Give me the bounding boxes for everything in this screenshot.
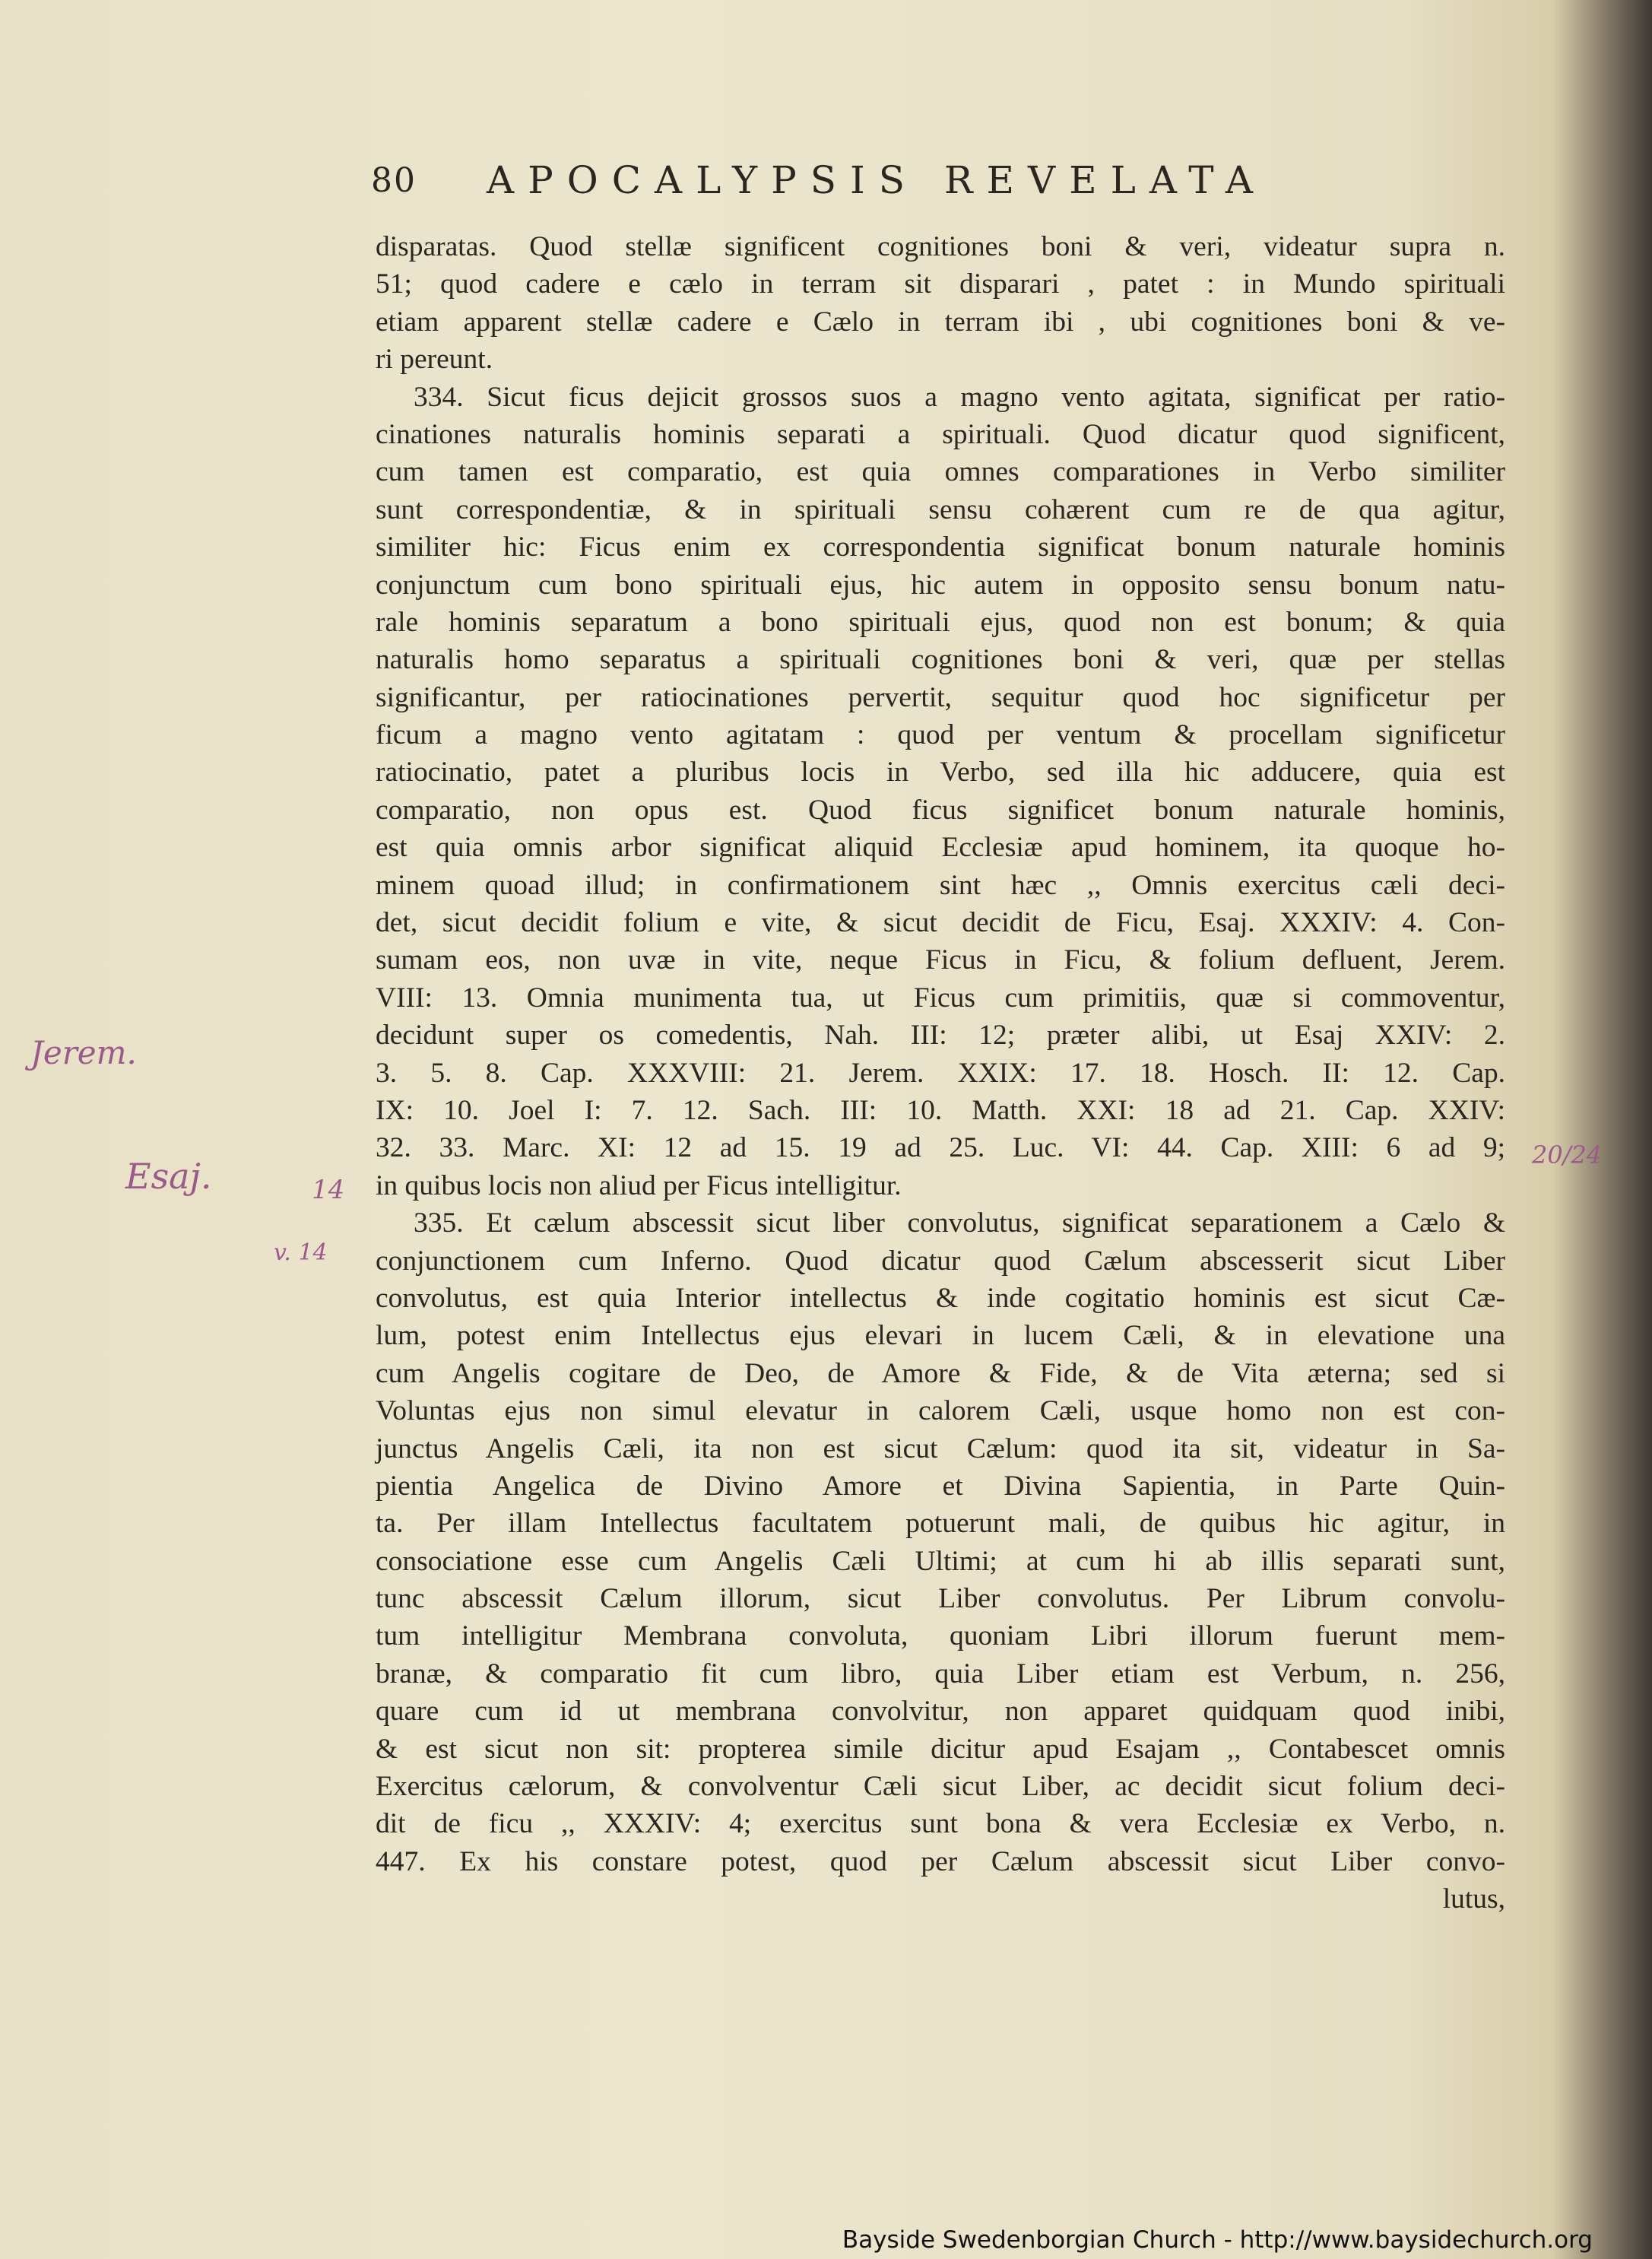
text-line: sumam eos, non uvæ in vite, neque Ficus in Ficu, & folium defluent, Jerem.: [376, 944, 1505, 976]
text-line: Exercitus cælorum, & convolventur Cæli sicut Liber, ac decidit sicut folium deci-: [376, 1771, 1505, 1803]
text-line: sunt correspondentiæ, & in spirituali sensu cohærent cum re de qua agitur,: [376, 493, 1505, 525]
text-line: ri pereunt.: [376, 344, 493, 376]
text-line: ta. Per illam Intellectus facultatem potuerunt mali, de quibus hic agitur, in: [376, 1508, 1505, 1540]
catchword: lutus,: [1442, 1883, 1505, 1915]
text-line: pientia Angelica de Divino Amore et Divina Sapientia, in Parte Quin-: [376, 1470, 1505, 1502]
text-line: dit de ficu ,, XXXIV: 4; exercitus sunt bona & vera Ecclesiæ ex Verbo, n.: [376, 1808, 1505, 1840]
text-line: significantur, per ratiocinationes pervertit, sequitur quod hoc significetur per: [376, 681, 1505, 713]
page-header: [371, 157, 1451, 210]
margin-note-range: 20/24: [1532, 1141, 1603, 1169]
text-line: in quibus locis non aliud per Ficus intelligitur.: [376, 1169, 902, 1201]
text-line: branæ, & comparatio fit cum libro, quia Liber etiam est Verbum, n. 256,: [376, 1658, 1505, 1689]
text-line: conjunctum cum bono spirituali ejus, hic autem in opposito sensu bonum natu-: [376, 569, 1505, 601]
text-line: 447. Ex his constare potest, quod per Cælum abscessit sicut Liber convo-: [376, 1845, 1505, 1877]
margin-note-14: 14: [312, 1175, 345, 1205]
text-line: Voluntas ejus non simul elevatur in calorem Cæli, usque homo non est con-: [376, 1395, 1505, 1427]
text-line: IX: 10. Joel I: 7. 12. Sach. III: 10. Matth. XXI: 18 ad 21. Cap. XXIV:: [376, 1094, 1505, 1126]
text-line: disparatas. Quod stellæ significent cognitiones boni & veri, videatur supra n.: [376, 231, 1505, 262]
text-line: ratiocinatio, patet a pluribus locis in Verbo, sed illa hic adducere, quia est: [376, 757, 1505, 788]
text-line: quare cum id ut membrana convolvitur, non apparet quidquam quod inibi,: [376, 1696, 1505, 1728]
text-line: etiam apparent stellæ cadere e Cælo in terram ibi , ubi cognitiones boni & ve-: [376, 306, 1505, 338]
text-line: decidunt super os comedentis, Nah. III: 12; præter alibi, ut Esaj XXIV: 2.: [376, 1020, 1505, 1052]
text-line: rale hominis separatum a bono spirituali ejus, quod non est bonum; & quia: [376, 606, 1505, 638]
text-line: tunc abscessit Cælum illorum, sicut Liber convolutus. Per Librum convolu-: [376, 1583, 1505, 1615]
text-line: 51; quod cadere e cælo in terram sit disparari , patet : in Mundo spirituali: [376, 268, 1505, 300]
margin-note-jerem: Jerem.: [30, 1034, 137, 1071]
margin-note-v14: v. 14: [274, 1239, 328, 1266]
text-line: naturalis homo separatus a spirituali cognitiones boni & veri, quæ per stellas: [376, 644, 1505, 676]
text-line: similiter hic: Ficus enim ex correspondentia significat bonum naturale hominis: [376, 531, 1505, 563]
text-line: minem quoad illud; in confirmationem sint hæc ,, Omnis exercitus cæli deci-: [376, 869, 1505, 901]
footer-credit: Bayside Swedenborgian Church - http://www.baysidechurch.org: [842, 2226, 1593, 2254]
page-number: 80: [371, 161, 417, 200]
text-line: & est sicut non sit: propterea simile dicitur apud Esajam ,, Contabescet omnis: [376, 1733, 1505, 1765]
running-title: APOCALYPSIS REVELATA: [487, 158, 1267, 202]
text-line: tum intelligitur Membrana convoluta, quoniam Libri illorum fuerunt mem-: [376, 1620, 1505, 1652]
margin-note-esaj: Esaj.: [125, 1156, 212, 1197]
text-line: 32. 33. Marc. XI: 12 ad 15. 19 ad 25. Luc. VI: 44. Cap. XIII: 6 ad 9;: [376, 1132, 1505, 1164]
section-335-start: 335. Et cælum abscessit sicut liber convolutus, significat separationem a Cælo &: [414, 1207, 1505, 1239]
text-line: est quia omnis arbor significat aliquid Ecclesiæ apud hominem, ita quoque ho-: [376, 832, 1505, 864]
text-line: consociatione esse cum Angelis Cæli Ultimi; at cum hi ab illis separati sunt,: [376, 1545, 1505, 1577]
text-line: 3. 5. 8. Cap. XXXVIII: 21. Jerem. XXIX: 17. 18. Hosch. II: 12. Cap.: [376, 1057, 1505, 1089]
section-334-start: 334. Sicut ficus dejicit grossos suos a magno vento agitata, significat per ratio-: [414, 381, 1505, 413]
text-line: ficum a magno vento agitatam : quod per ventum & procellam significetur: [376, 719, 1505, 751]
text-line: convolutus, est quia Interior intellectus & inde cogitatio hominis est sicut Cæ-: [376, 1282, 1505, 1314]
text-line: VIII: 13. Omnia munimenta tua, ut Ficus cum primitiis, quæ si commoventur,: [376, 982, 1505, 1014]
text-line: cinationes naturalis hominis separati a spirituali. Quod dicatur quod significent,: [376, 418, 1505, 450]
body-text: [376, 228, 1505, 1918]
text-line: comparatio, non opus est. Quod ficus significet bonum naturale hominis,: [376, 794, 1505, 826]
text-line: cum Angelis cogitare de Deo, de Amore & Fide, & de Vita æterna; sed si: [376, 1357, 1505, 1389]
text-line: junctus Angelis Cæli, ita non est sicut Cælum: quod ita sit, videatur in Sa-: [376, 1432, 1505, 1464]
text-line: conjunctionem cum Inferno. Quod dicatur quod Cælum abscesserit sicut Liber: [376, 1245, 1505, 1277]
text-line: cum tamen est comparatio, est quia omnes comparationes in Verbo similiter: [376, 456, 1505, 488]
text-line: det, sicut decidit folium e vite, & sicut decidit de Ficu, Esaj. XXXIV: 4. Con-: [376, 907, 1505, 939]
text-line: lum, potest enim Intellectus ejus elevari in lucem Cæli, & in elevatione una: [376, 1320, 1505, 1352]
